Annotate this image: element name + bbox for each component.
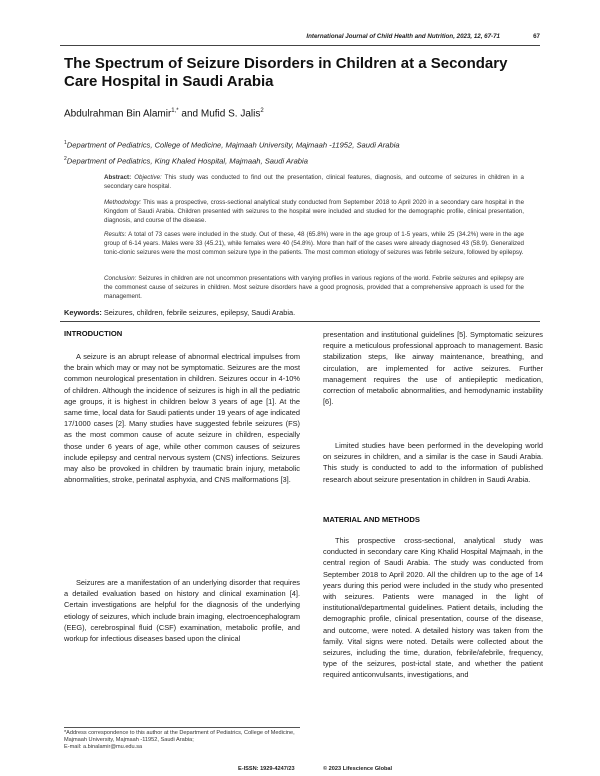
author-2: Mufid S. Jalis (200, 108, 261, 120)
header-rule (60, 45, 540, 46)
methodology-label: Methodology: (104, 199, 142, 206)
journal-citation: International Journal of Child Health and Nutrition, 2023, 12, 67-71 (306, 33, 500, 40)
affiliation-2-sup: 2 (64, 156, 67, 162)
affiliation-2-text: Department of Pediatrics, King Khaled Hospital, Majmaah, Saudi Arabia (66, 156, 308, 166)
right-column-p1 (323, 329, 543, 407)
footer-issn: E-ISSN: 1929-4247/23 (238, 766, 295, 772)
keywords (64, 308, 295, 317)
affiliation-1-text: Department of Pediatrics, College of Medicine, Majmaah University, Majmaah -11952, Saudi Arabia (66, 140, 400, 150)
right-column-p3 (323, 535, 543, 681)
abstract-heading: Abstract: (104, 174, 132, 181)
intro-paragraph-2: Seizures are a manifestation of an underlying disorder that requires a detailed evaluation based on history and clinical examination [4]. Certain investigations are helpful for the diagnosis of the underlying etiology of seizures, which include brain imaging, electroencephalogram (EEG), cerebrospinal fluid (CSF) examination, metabolic profile, and workup for infectious diseases based upon the clinical (64, 578, 300, 644)
affiliation-1 (64, 140, 400, 150)
footnote-address: *Address correspondence to this author at the Department of Pediatrics, College of Medicine, Majmaah University, Majmaah -11952, Saudi Arabia; (64, 730, 295, 743)
abstract-conclusion (104, 274, 524, 301)
results-label: Results: (104, 231, 127, 238)
right-column-p2 (323, 440, 543, 485)
left-column-p2 (64, 577, 300, 644)
abstract-objective (104, 173, 524, 191)
correspondence-footnote (64, 730, 300, 751)
author-1-sup: 1,* (171, 108, 179, 114)
affiliation-2 (64, 156, 308, 166)
footnote-rule (64, 727, 300, 728)
conclusion-label: Conclusion: (104, 275, 137, 282)
methodology-text: This was a prospective, cross-sectional analytical study conducted from September 2018 to April 2020 in a secondary care hospital in the Kingdom of Saudi Arabia. Children presented with seizures to the hospital were included and studied for the demographic profile, clinical presentation, diagnosis, and course of the disease. (104, 199, 525, 224)
conclusion-text: Seizures in children are not uncommon presentations with varying profiles in various regions of the world. Febrile seizures and epilepsy are the commonest cause of seizures in children. Most seizure disorders have a good prognosis, provided that a comprehensive approach is used for the management. (104, 275, 524, 300)
methods-heading: MATERIAL AND METHODS (323, 515, 420, 524)
keywords-rule (60, 321, 540, 322)
footnote-email: E-mail: a.binalamir@mu.edu.sa (64, 744, 143, 750)
affiliation-1-sup: 1 (64, 140, 67, 146)
page-number: 67 (533, 33, 540, 40)
abstract-methodology (104, 198, 524, 225)
methods-paragraph: This prospective cross-sectional, analytical study was conducted in secondary care King Khalid Hospital Majmaah, in the central region of Saudi Arabia. The study was conducted from September 2018 to April 2020. All the children up to the age of 14 years during this period were included in the study who presented with seizures. Patients were managed in the light of institutional/departmental guidelines. Patient details, including the demographic profile, clinical presentation, course of the disease, and outcome, were noted. A detailed history was taken from the family. Vital signs were noted. Details were collected about the seizures, including the time, duration, febrile/afebrile, frequency, type of the seizures, post-ictal state, and whether the patient required anticonvulsants, investigations, and (323, 536, 543, 680)
author-connector: and (178, 108, 201, 120)
introduction-heading: INTRODUCTION (64, 329, 123, 338)
running-head (60, 31, 540, 43)
right-paragraph-2: Limited studies have been performed in the developing world on seizures in children, and a similar is the case in Saudi Arabia. This study is conducted to add to the information of published research about seizure presentation in children in Saudi Arabia. (323, 441, 543, 484)
author-1: Abdulrahman Bin Alamir (64, 108, 172, 120)
results-text: A total of 73 cases were included in the study. Out of these, 48 (65.8%) were in the age group of 1-5 years, while 25 (34.2%) were in the age group of 6-14 years. Males were 33 (45.21), while females were 40 (54.8%). More than half of the cases were already diagnosed 43 (58.9). Generalized tonic-clonic seizures were the most common seizure type in the patients. The most common etiology of seizures was febrile seizure, followed by epilepsy. (104, 231, 524, 256)
abstract-results (104, 230, 524, 257)
left-column-p1 (64, 351, 300, 485)
keywords-text: Seizures, children, febrile seizures, epilepsy, Saudi Arabia. (103, 308, 296, 317)
objective-label: Objective: (134, 174, 162, 181)
right-paragraph-1: presentation and institutional guidelines [5]. Symptomatic seizures require a meticulous professional approach to management. Basic stabilization steps, like airway maintenance, breathing, and circulation, are implemented for active seizures. Further management requires the use of antiepileptic medication, correction of metabolic abnormalities, and hemodynamic instability [6]. (323, 330, 543, 407)
intro-paragraph-1: A seizure is an abrupt release of abnormal electrical impulses from the brain which may or may not be symptomatic. Seizures are the most common neurological presentation in children. Seizures occur in 4-10% of children. Although the incidence of seizures is high in all the pediatric age groups, it is highest in children below 3 years of age [1]. At the same time, local data for Saudi patients under 19 years of age indicated 17/1000 cases [2]. Many studies have suggested febrile seizures (FS) as the most common cause of acute seizure in children, especially those under 6 years of age, while other common causes of seizures include epilepsy and central nervous system (CNS) infections. Seizures may also be provoked in children by traumatic brain injury, metabolic abnormalities, stroke, perinatal asphyxia, and CNS malformations [3]. (64, 352, 300, 485)
paper-title: The Spectrum of Seizure Disorders in Children at a Secondary Care Hospital in Saudi Arabia (64, 55, 508, 90)
author-list (64, 108, 264, 119)
keywords-label: Keywords: (64, 308, 102, 317)
author-2-sup: 2 (260, 108, 264, 114)
objective-text: This study was conducted to find out the presentation, clinical features, diagnosis, and outcome of seizures in children in a secondary care hospital. (104, 174, 524, 190)
footer-copyright: © 2023 Lifescience Global (323, 766, 393, 772)
